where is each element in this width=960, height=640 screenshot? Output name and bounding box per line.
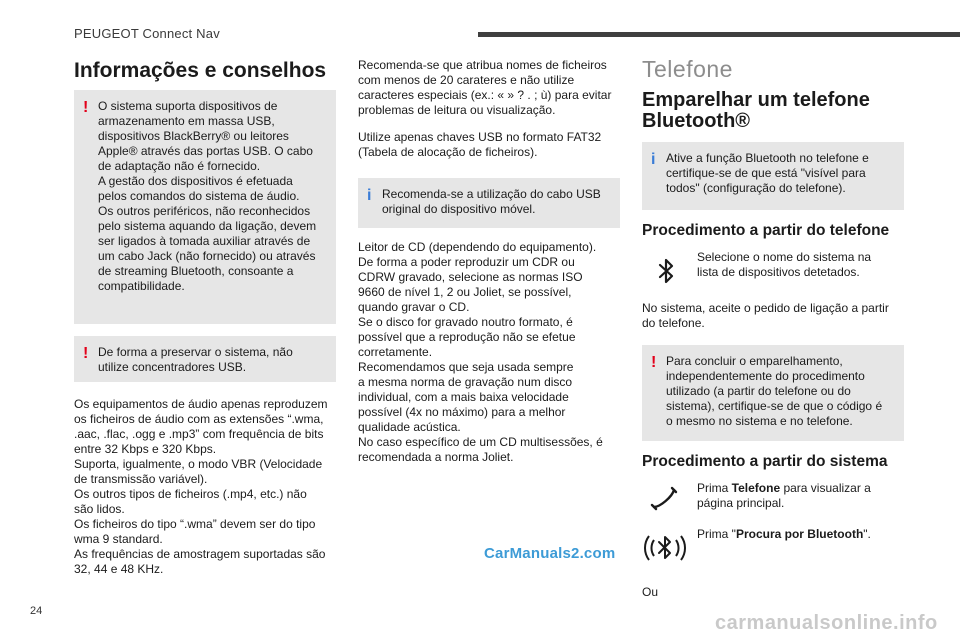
watermark-carmanuals2: CarManuals2.com: [484, 545, 616, 562]
text-line: corretamente.: [358, 345, 433, 359]
text-line: pelo sistema aquando da ligação, devem: [98, 219, 317, 233]
info-box-usb-cable: [358, 178, 620, 228]
step-telefone-line2: página principal.: [697, 496, 785, 510]
pair-heading-line2: Bluetooth®: [642, 110, 751, 132]
text-line: Suporta, igualmente, o modo VBR (Velocidade: [74, 457, 323, 471]
cd-player-paragraph: [358, 240, 628, 465]
step1-suffix: para visualizar a: [780, 481, 871, 495]
warning-icon: !: [83, 345, 89, 362]
text-line: possível que a reprodução não se efetue: [358, 330, 576, 344]
warning-box-hub: [74, 336, 336, 382]
text-line: do telefone.: [642, 316, 705, 330]
text-line: Selecione o nome do sistema na: [697, 250, 872, 264]
step-telefone-line1: [697, 481, 907, 496]
text-line: A gestão dos dispositivos é efetuada: [98, 174, 293, 188]
step2-prefix: Prima ": [697, 527, 736, 541]
warning-box-usb: [74, 90, 336, 324]
text-line: As frequências de amostragem suportadas são: [74, 547, 326, 561]
text-line: o mesmo no sistema e no telefone.: [666, 414, 853, 428]
text-line: de streaming Bluetooth, consoante a: [98, 264, 294, 278]
text-line: Recomenda-se que atribua nomes de ficheiros: [358, 58, 607, 72]
text-line: Se o disco for gravado noutro formato, é: [358, 315, 573, 329]
text-line: armazenamento em massa USB,: [98, 114, 275, 128]
text-line: original do dispositivo móvel.: [382, 202, 536, 216]
text-line: a mesma norma de gravação num disco: [358, 375, 573, 389]
warning-box-pin: [642, 345, 904, 441]
step1-bold: Telefone: [731, 481, 781, 495]
text-line: quando gravar o CD.: [358, 300, 470, 314]
step-procura: [697, 527, 907, 542]
text-line: .aac, .flac, .ogg e .mp3” com frequência de bits: [74, 427, 324, 441]
col1-heading-wrap: [74, 58, 336, 83]
text-line: Para concluir o emparelhamento,: [666, 354, 843, 368]
text-line: os ficheiros de áudio com as extensões “.wma,: [74, 412, 324, 426]
text-line: Os outros tipos de ficheiros (.mp4, etc.) não: [74, 487, 307, 501]
section-title-wrap: [642, 56, 733, 83]
step1-prefix: Prima: [697, 481, 732, 495]
step2-bold: Procura por Bluetooth: [735, 527, 864, 541]
text-line: No sistema, aceite o pedido de ligação a partir: [642, 301, 889, 315]
audio-formats-text: [74, 397, 344, 577]
text-line: Os ficheiros do tipo “.wma” devem ser do tipo: [74, 517, 316, 531]
text-line: de transmissão variável).: [74, 472, 208, 486]
text-line: lista de dispositivos detetados.: [697, 265, 860, 279]
text-line: utilize concentradores USB.: [98, 360, 247, 374]
text-line: problemas de leitura ou visualização.: [358, 103, 556, 117]
text-line: pelos comandos do sistema de áudio.: [98, 189, 300, 203]
procedure-system-heading: Procedimento a partir do sistema: [642, 453, 888, 470]
text-line: utilizado (a partir do telefone ou do: [666, 384, 851, 398]
text-line: qualidade acústica.: [358, 420, 461, 434]
text-line: recomendada a norma Joliet.: [358, 450, 514, 464]
text-line: Ative a função Bluetooth no telefone e: [666, 151, 869, 165]
text-line: De forma a poder reproduzir um CDR ou: [358, 255, 575, 269]
text-line: Os outros periféricos, não reconhecidos: [98, 204, 311, 218]
accept-request-text: [642, 301, 912, 331]
text-line: Apple® através das portas USB. O cabo: [98, 144, 313, 158]
text-line: são lidos.: [74, 502, 125, 516]
step-telefone: [697, 481, 907, 511]
text-line: independentemente do procedimento: [666, 369, 865, 383]
text-line: um cabo Jack (não fornecido) ou através: [98, 249, 316, 263]
text-line: Os equipamentos de áudio apenas reproduzem: [74, 397, 328, 411]
text-line: (Tabela de alocação de ficheiros).: [358, 145, 538, 159]
info-box-bluetooth: [642, 142, 904, 210]
text-line: sistema), certifique-se de que o código é: [666, 399, 883, 413]
text-line: com menos de 20 carateres e não utilize: [358, 73, 575, 87]
procedure-phone-heading: Procedimento a partir do telefone: [642, 222, 890, 239]
text-line: wma 9 standard.: [74, 532, 163, 546]
header-rule: [478, 32, 960, 37]
warning-pin-text: [666, 354, 894, 429]
text-line: No caso específico de um CD multisessões, é: [358, 435, 603, 449]
page-number: 24: [30, 605, 43, 617]
bluetooth-icon: [652, 256, 680, 286]
info-icon: i: [651, 151, 656, 168]
text-line: todos" (configuração do telefone).: [666, 181, 846, 195]
info-bluetooth-text: [666, 151, 894, 196]
fat32-paragraph: [358, 130, 628, 160]
filenames-paragraph: [358, 58, 628, 118]
phone-handset-icon: [648, 485, 682, 513]
text-line: 32, 44 e 48 KHz.: [74, 562, 164, 576]
text-line: O sistema suporta dispositivos de: [98, 99, 278, 113]
text-line: 9660 de nível 1, 2 ou Joliet, se possível,: [358, 285, 572, 299]
text-line: CDRW gravado, selecione as normas ISO: [358, 270, 583, 284]
warning-icon: !: [651, 354, 657, 371]
text-line: individual, com a mais baixa velocidade: [358, 390, 569, 404]
section-title-telefone: Telefone: [642, 56, 733, 82]
text-line: possível (4x no máximo) para a melhor: [358, 405, 566, 419]
text-line: certifique-se de que está "visível para: [666, 166, 866, 180]
text-line: De forma a preservar o sistema, não: [98, 345, 293, 359]
text-line: Recomendamos que seja usada sempre: [358, 360, 574, 374]
text-line: dispositivos BlackBerry® ou leitores: [98, 129, 289, 143]
text-line: Recomenda-se a utilização do cabo USB: [382, 187, 601, 201]
info-usb-cable-text: [382, 187, 610, 217]
col1-heading: Informações e conselhos: [74, 59, 327, 82]
pair-heading: [642, 90, 912, 132]
text-line: entre 32 Kbps e 320 Kbps.: [74, 442, 217, 456]
bt-step-text: [697, 250, 907, 280]
header-title: PEUGEOT Connect Nav: [74, 26, 220, 41]
text-line: ser ligados à tomada auxiliar através de: [98, 234, 311, 248]
text-line: de adaptação não é fornecido.: [98, 159, 261, 173]
warning-usb-text: [98, 99, 326, 294]
text-line: Utilize apenas chaves USB no formato FAT32: [358, 130, 602, 144]
step2-suffix: ".: [863, 527, 871, 541]
warning-icon: !: [83, 99, 89, 116]
warning-hub-text: [98, 345, 326, 375]
text-line: compatibilidade.: [98, 279, 185, 293]
info-icon: i: [367, 187, 372, 204]
text-line: caracteres especiais (ex.: « » ? . ; ù) para evitar: [358, 88, 612, 102]
watermark-carmanualsonline: carmanualsonline.info: [715, 612, 938, 634]
bluetooth-search-icon: [644, 526, 686, 570]
pair-heading-line1: Emparelhar um telefone: [642, 89, 870, 111]
text-line: Leitor de CD (dependendo do equipamento).: [358, 240, 597, 254]
ou-text: Ou: [642, 585, 659, 599]
